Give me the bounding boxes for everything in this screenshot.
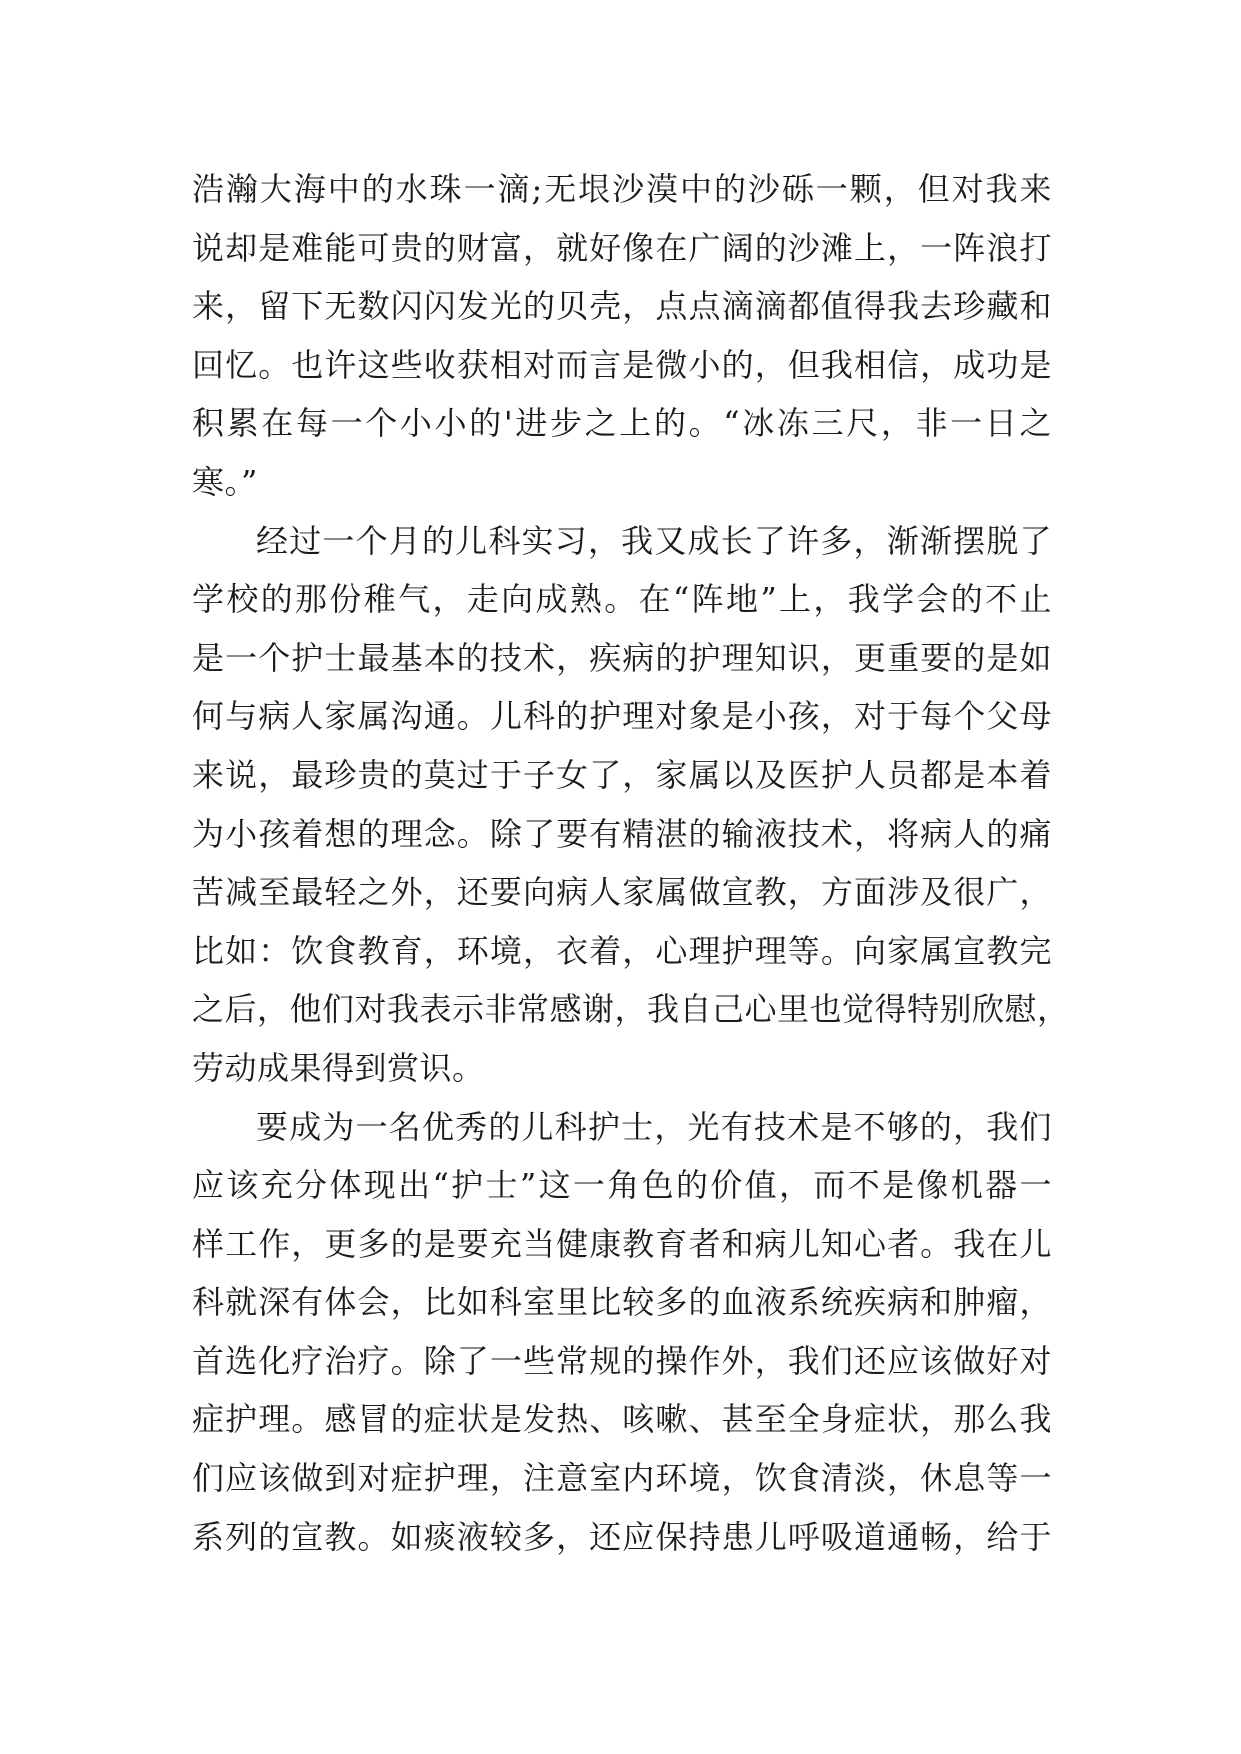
- text-line: 说却是难能可贵的财富，就好像在广阔的沙滩上，一阵浪打: [192, 228, 1052, 267]
- text-line: 症护理。感冒的症状是发热、咳嗽、甚至全身症状，那么我: [192, 1400, 1052, 1439]
- text-line: 样工作，更多的是要充当健康教育者和病儿知心者。我在儿: [192, 1224, 1052, 1263]
- text-line: 回忆。也许这些收获相对而言是微小的，但我相信，成功是: [192, 345, 1052, 384]
- text-line: 寒。”: [192, 462, 258, 501]
- text-line: 首选化疗治疗。除了一些常规的操作外，我们还应该做好对: [192, 1341, 1052, 1380]
- paragraph-3: [192, 1098, 1052, 1567]
- paragraph-1: [192, 160, 1052, 512]
- text-line: 来，留下无数闪闪发光的贝壳，点点滴滴都值得我去珍藏和: [192, 287, 1052, 326]
- text-line: 为小孩着想的理念。除了要有精湛的输液技术，将病人的痛: [192, 814, 1052, 853]
- text-line: 何与病人家属沟通。儿科的护理对象是小孩，对于每个父母: [192, 697, 1052, 736]
- text-line: 应该充分体现出“护士”这一角色的价值，而不是像机器一: [192, 1166, 1052, 1205]
- text-line: 积累在每一个小小的'进步之上的。“冰冻三尺，非一日之: [192, 404, 1052, 443]
- text-line: 浩瀚大海中的水珠一滴;无垠沙漠中的沙砾一颗，但对我来: [192, 170, 1052, 208]
- text-line: 科就深有体会，比如科室里比较多的血液系统疾病和肿瘤，: [192, 1283, 1052, 1322]
- body-text: [192, 160, 1070, 1566]
- text-line: 们应该做到对症护理，注意室内环境，饮食清淡，休息等一: [192, 1459, 1052, 1498]
- text-line: 要成为一名优秀的儿科护士，光有技术是不够的，我们: [256, 1107, 1052, 1146]
- text-line: 学校的那份稚气，走向成熟。在“阵地”上，我学会的不止: [192, 580, 1052, 619]
- text-line: 来说，最珍贵的莫过于子女了，家属以及医护人员都是本着: [192, 755, 1052, 794]
- text-line: 劳动成果得到赏识。: [192, 1048, 485, 1087]
- text-line: 比如：饮食教育，环境，衣着，心理护理等。向家属宣教完: [192, 931, 1052, 970]
- text-line: 经过一个月的儿科实习，我又成长了许多，渐渐摆脱了: [256, 521, 1052, 560]
- text-line: 是一个护士最基本的技术，疾病的护理知识，更重要的是如: [192, 638, 1052, 677]
- paragraph-2: [192, 512, 1070, 1098]
- text-line: 系列的宣教。如痰液较多，还应保持患儿呼吸道通畅，给于: [192, 1517, 1052, 1556]
- text-line: 苦减至最轻之外，还要向病人家属做宣教，方面涉及很广，: [192, 873, 1052, 912]
- text-line: 之后，他们对我表示非常感谢，我自己心里也觉得特别欣慰，: [192, 990, 1070, 1029]
